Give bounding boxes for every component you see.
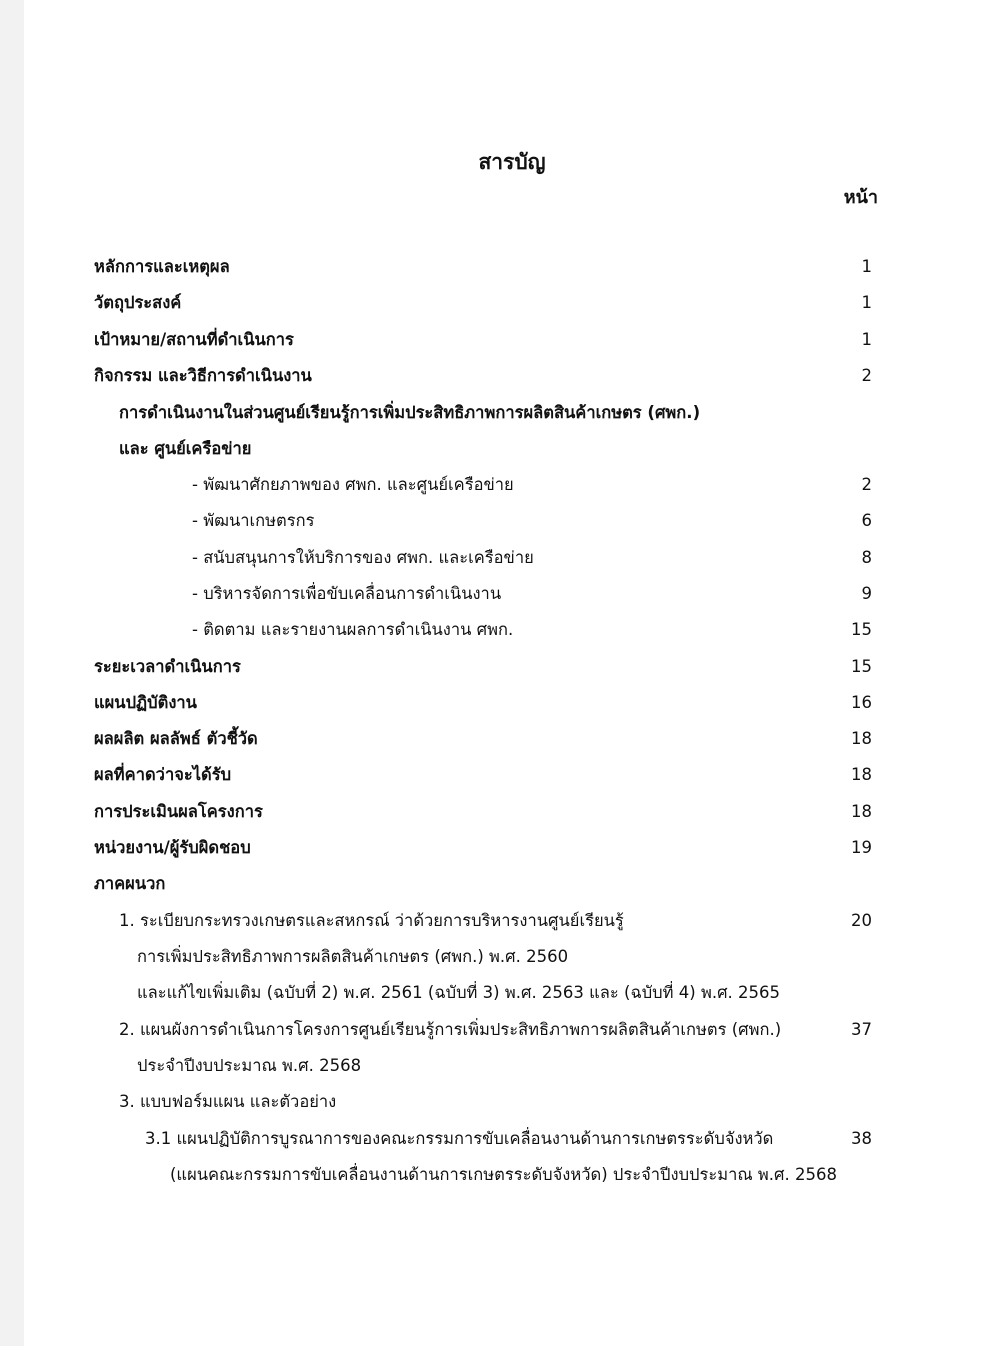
toc-entry bbox=[24, 760, 1000, 790]
toc-entry bbox=[24, 688, 1000, 718]
toc-entry bbox=[24, 1015, 1000, 1045]
toc-entry-page: 18 bbox=[851, 729, 872, 748]
toc-entry-text: (แผนคณะกรรมการขับเคลื่อนงานด้านการเกษตรระดับจังหวัด) ประจำปีงบประมาณ พ.ศ. 2568 bbox=[170, 1165, 838, 1184]
toc-entry bbox=[24, 398, 1000, 428]
toc-entry-page: 1 bbox=[861, 330, 872, 349]
toc-entry bbox=[24, 252, 1000, 282]
toc-entry-page: 19 bbox=[851, 838, 872, 857]
toc-entry bbox=[24, 978, 1000, 1008]
toc-entry-text: หน่วยงาน/ผู้รับผิดชอบ bbox=[94, 838, 251, 857]
toc-entry-text: - สนับสนุนการให้บริการของ ศพก. และเครือข่าย bbox=[192, 548, 534, 567]
toc-entry-text: - พัฒนาศักยภาพของ ศพก. และศูนย์เครือข่าย bbox=[192, 475, 514, 494]
toc-entry bbox=[24, 942, 1000, 972]
toc-entry-page: 37 bbox=[851, 1020, 872, 1039]
toc-entry-page: 8 bbox=[861, 548, 872, 567]
toc-entry bbox=[24, 869, 1000, 899]
toc-entry-text: หลักการและเหตุผล bbox=[94, 257, 230, 276]
toc-entry-page: 1 bbox=[861, 257, 872, 276]
toc-entry-text: ภาคผนวก bbox=[94, 874, 166, 893]
toc-entry-text: ผลผลิต ผลลัพธ์ ตัวชี้วัด bbox=[94, 729, 258, 748]
toc-entry bbox=[24, 361, 1000, 391]
toc-entry-text: 3.1 แผนปฏิบัติการบูรณาการของคณะกรรมการขับเคลื่อนงานด้านการเกษตรระดับจังหวัด bbox=[145, 1129, 774, 1148]
toc-entry bbox=[24, 797, 1000, 827]
toc-entry-text: และ ศูนย์เครือข่าย bbox=[119, 439, 252, 458]
toc-entry bbox=[24, 470, 1000, 500]
toc-entry bbox=[24, 1051, 1000, 1081]
toc-entry-text: ระยะเวลาดำเนินการ bbox=[94, 657, 241, 676]
toc-entry-page: 2 bbox=[861, 366, 872, 385]
toc-entry bbox=[24, 325, 1000, 355]
toc-entry-text: 1. ระเบียบกระทรวงเกษตรและสหกรณ์ ว่าด้วยการบริหารงานศูนย์เรียนรู้ bbox=[119, 911, 624, 930]
toc-entry-text: แผนปฏิบัติงาน bbox=[94, 693, 197, 712]
toc-entry-text: - ติดตาม และรายงานผลการดำเนินงาน ศพก. bbox=[192, 620, 514, 639]
toc-entry-page: 15 bbox=[851, 620, 872, 639]
toc-entry-text: - พัฒนาเกษตรกร bbox=[192, 511, 315, 530]
toc-entry bbox=[24, 1087, 1000, 1117]
toc-entry-text: เป้าหมาย/สถานที่ดำเนินการ bbox=[94, 330, 294, 349]
toc-entry bbox=[24, 833, 1000, 863]
document-page bbox=[24, 0, 1000, 1346]
toc-entry-text: การเพิ่มประสิทธิภาพการผลิตสินค้าเกษตร (ศพก.) พ.ศ. 2560 bbox=[137, 947, 569, 966]
toc-entry-text: วัตถุประสงค์ bbox=[94, 293, 182, 312]
toc-entry-page: 18 bbox=[851, 802, 872, 821]
toc-entry bbox=[24, 506, 1000, 536]
toc-entry-page: 9 bbox=[861, 584, 872, 603]
toc-entry-page: 18 bbox=[851, 765, 872, 784]
toc-entry-page: 1 bbox=[861, 293, 872, 312]
toc-entry bbox=[24, 288, 1000, 318]
toc-entry-text: การประเมินผลโครงการ bbox=[94, 802, 263, 821]
toc-entry-text: การดำเนินงานในส่วนศูนย์เรียนรู้การเพิ่มประสิทธิภาพการผลิตสินค้าเกษตร (ศพก.) bbox=[119, 403, 701, 422]
toc-entry-page: 2 bbox=[861, 475, 872, 494]
page-column-header: หน้า bbox=[843, 187, 878, 208]
toc-entry bbox=[24, 1160, 1000, 1190]
toc-entry bbox=[24, 906, 1000, 936]
toc-entry bbox=[24, 434, 1000, 464]
toc-entry bbox=[24, 579, 1000, 609]
toc-entry-page: 15 bbox=[851, 657, 872, 676]
toc-entry-page: 20 bbox=[851, 911, 872, 930]
toc-entry-page: 6 bbox=[861, 511, 872, 530]
toc-entry-text: ผลที่คาดว่าจะได้รับ bbox=[94, 765, 232, 784]
toc-entry bbox=[24, 615, 1000, 645]
toc-entry bbox=[24, 1124, 1000, 1154]
toc-entry bbox=[24, 652, 1000, 682]
toc-title: สารบัญ bbox=[478, 150, 546, 174]
toc-entry-text: 2. แผนผังการดำเนินการโครงการศูนย์เรียนรู้การเพิ่มประสิทธิภาพการผลิตสินค้าเกษตร (ศพก.) bbox=[119, 1020, 782, 1039]
toc-entry bbox=[24, 724, 1000, 754]
toc-entry-text: ประจำปีงบประมาณ พ.ศ. 2568 bbox=[137, 1056, 362, 1075]
toc-entry-page: 38 bbox=[851, 1129, 872, 1148]
toc-entry-text: 3. แบบฟอร์มแผน และตัวอย่าง bbox=[119, 1092, 337, 1111]
toc-entry-page: 16 bbox=[851, 693, 872, 712]
toc-entry-text: กิจกรรม และวิธีการดำเนินงาน bbox=[94, 366, 312, 385]
toc-entry-text: และแก้ไขเพิ่มเติม (ฉบับที่ 2) พ.ศ. 2561 (ฉบับที่ 3) พ.ศ. 2563 และ (ฉบับที่ 4) พ.ศ. 2565 bbox=[137, 983, 781, 1002]
toc-entry bbox=[24, 543, 1000, 573]
toc-entry-text: - บริหารจัดการเพื่อขับเคลื่อนการดำเนินงาน bbox=[192, 584, 502, 603]
